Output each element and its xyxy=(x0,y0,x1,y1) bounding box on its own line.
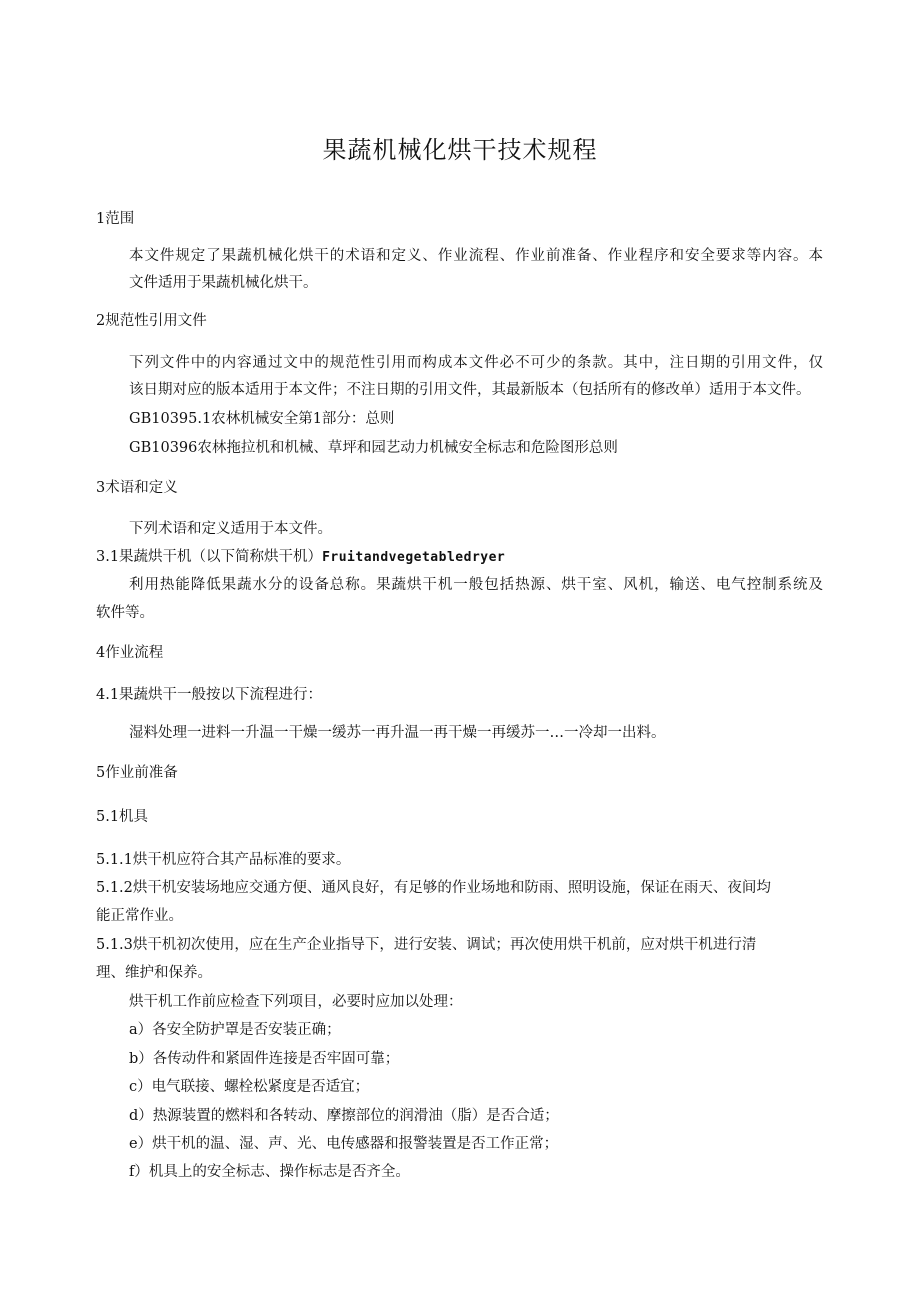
reference-gb10396: GB10396农林拖拉机和机械、草坪和园艺动力机械安全标志和危险图形总则 xyxy=(129,440,618,456)
section-1-paragraph-line-1: 本文件规定了果蔬机械化烘干的术语和定义、作业流程、作业前准备、作业程序和安全要求等内容。本 xyxy=(129,248,823,264)
section-2-paragraph-line-2: 该日期对应的版本适用于本文件；不注日期的引用文件，其最新版本（包括所有的修改单）适用于本文件。 xyxy=(129,382,811,398)
check-item: e）烘干机的温、湿、声、光、电传感器和报警装置是否工作正常； xyxy=(129,1136,559,1152)
section-3-paragraph: 下列术语和定义适用于本文件。 xyxy=(129,521,332,537)
clause-5-1-3-line-2: 理、维护和保养。 xyxy=(96,965,212,981)
clause-5-1-3-line-1: 5.1.3烘干机初次使用，应在生产企业指导下，进行安装、调试；再次使用烘干机前，应对烘干机进行清 xyxy=(96,937,757,953)
clause-5-1-2-line-1: 5.1.2烘干机安装场地应交通方便、通风良好，有足够的作业场地和防雨、照明设施，保证在雨天、夜间均 xyxy=(96,880,771,896)
section-1-paragraph-line-2: 文件适用于果蔬机械化烘干。 xyxy=(129,275,318,291)
check-item: a）各安全防护罩是否安装正确； xyxy=(129,1022,341,1038)
check-item: b）各传动件和紧固件连接是否牢固可靠； xyxy=(129,1051,400,1067)
section-4-heading: 4作业流程 xyxy=(96,645,164,661)
section-1-heading: 1范围 xyxy=(96,211,135,227)
term-3-1-definition-line-1: 利用热能降低果蔬水分的设备总称。果蔬烘干机一般包括热源、烘干室、风机，输送、电气控制系统及 xyxy=(129,577,823,593)
check-item: c）电气联接、螺栓松紧度是否适宜； xyxy=(129,1079,370,1095)
term-3-1-english: Fruitandvegetabledryer xyxy=(322,550,506,565)
check-intro: 烘干机工作前应检查下列项目，必要时应加以处理： xyxy=(129,994,463,1010)
section-5-heading: 5作业前准备 xyxy=(96,765,178,781)
check-item: d）热源装置的燃料和各转动、摩擦部位的润滑油（脂）是否合适； xyxy=(129,1108,559,1124)
term-3-1 xyxy=(96,546,505,569)
clause-5-1-2-line-2: 能正常作业。 xyxy=(96,908,183,924)
section-2-paragraph-line-1: 下列文件中的内容通过文中的规范性引用而构成本文件必不可少的条款。其中，注日期的引用文件，仅 xyxy=(129,355,823,371)
section-3-heading: 3术语和定义 xyxy=(96,480,178,496)
term-3-1-chinese: 3.1果蔬烘干机（以下简称烘干机） xyxy=(96,549,323,565)
clause-5-1-1: 5.1.1烘干机应符合其产品标准的要求。 xyxy=(96,852,351,868)
section-2-heading: 2规范性引用文件 xyxy=(96,313,207,329)
check-item: f）机具上的安全标志、操作标志是否齐全。 xyxy=(129,1164,410,1180)
clause-4-1: 4.1果蔬烘干一般按以下流程进行： xyxy=(96,687,323,703)
term-3-1-definition-line-2: 软件等。 xyxy=(96,605,154,621)
reference-gb10395: GB10395.1农林机械安全第1部分：总则 xyxy=(129,411,395,427)
document-title: 果蔬机械化烘干技术规程 xyxy=(322,136,598,164)
process-flow: 湿料处理一进料一升温一干燥一缓苏一再升温一再干燥一再缓苏一…一冷却一出料。 xyxy=(129,725,666,741)
clause-5-1: 5.1机具 xyxy=(96,809,149,825)
